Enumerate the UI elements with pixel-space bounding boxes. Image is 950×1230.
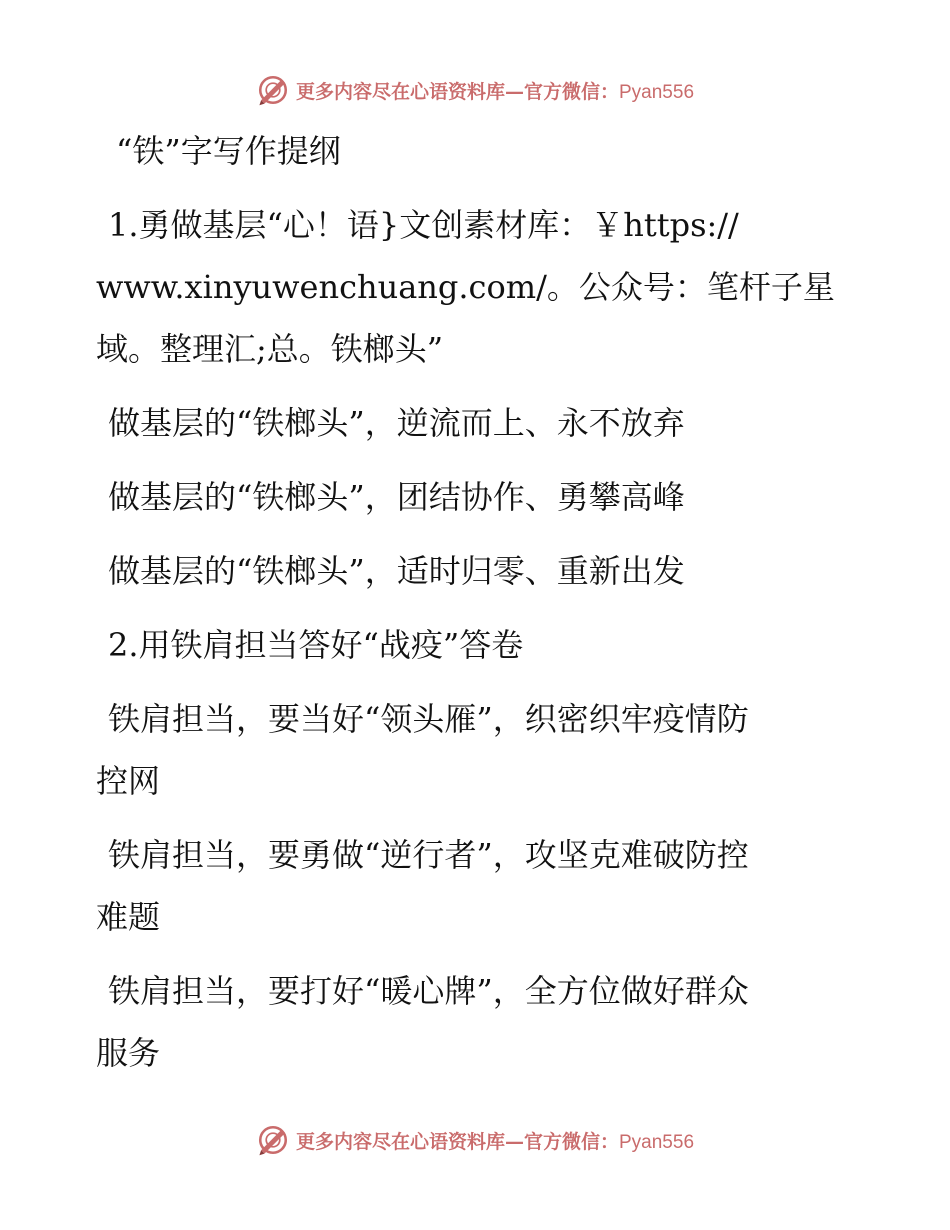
footer-banner-text: 更多内容尽在心语资料库—官方微信：Pyan556 (295, 1130, 695, 1153)
pen-logo-icon (256, 1123, 290, 1157)
header-banner-inner (256, 73, 694, 107)
section2-point-1-line-2: 控网 (96, 762, 161, 800)
section2-point-3-line-2: 服务 (96, 1034, 161, 1072)
footer-wechat-id: Pyan556 (619, 1131, 695, 1153)
section1-heading-line-3: 域。整理汇;总。铁榔头” (96, 330, 444, 368)
section2-point-1-line-1: 铁肩担当，要当好“领头雁”，织密织牢疫情防 (108, 700, 749, 738)
section1-point-3: 做基层的“铁榔头”，适时归零、重新出发 (108, 552, 685, 590)
section1-heading-line-1: 1.勇做基层“心！语}文创素材库：￥https:// (108, 206, 739, 244)
section1-heading (96, 194, 836, 380)
section2-point-3-line-1: 铁肩担当，要打好“暖心牌”，全方位做好群众 (108, 972, 749, 1010)
section1-heading-line-2: www.xinyuwenchuang.com/。公众号：笔杆子星 (96, 268, 835, 306)
section2-point-2-line-2: 难题 (96, 898, 161, 936)
section2-heading: 2.用铁肩担当答好“战疫”答卷 (108, 626, 524, 664)
section2-point-2-line-1: 铁肩担当，要勇做“逆行者”，攻坚克难破防控 (108, 836, 749, 874)
section1-point-1: 做基层的“铁榔头”，逆流而上、永不放弃 (108, 404, 685, 442)
document-title: “铁”字写作提纲 (116, 132, 341, 170)
header-banner-text: 更多内容尽在心语资料库—官方微信：Pyan556 (295, 80, 695, 103)
document-body (96, 120, 836, 1084)
section1-point-2: 做基层的“铁榔头”，团结协作、勇攀高峰 (108, 478, 685, 516)
pen-logo-icon (256, 73, 290, 107)
section2-point-1 (96, 688, 836, 812)
footer-banner (0, 1120, 950, 1160)
footer-banner-inner (256, 1123, 694, 1157)
header-banner (0, 70, 950, 110)
section2-point-3 (96, 960, 836, 1084)
header-wechat-id: Pyan556 (619, 81, 695, 103)
section2-point-2 (96, 824, 836, 948)
